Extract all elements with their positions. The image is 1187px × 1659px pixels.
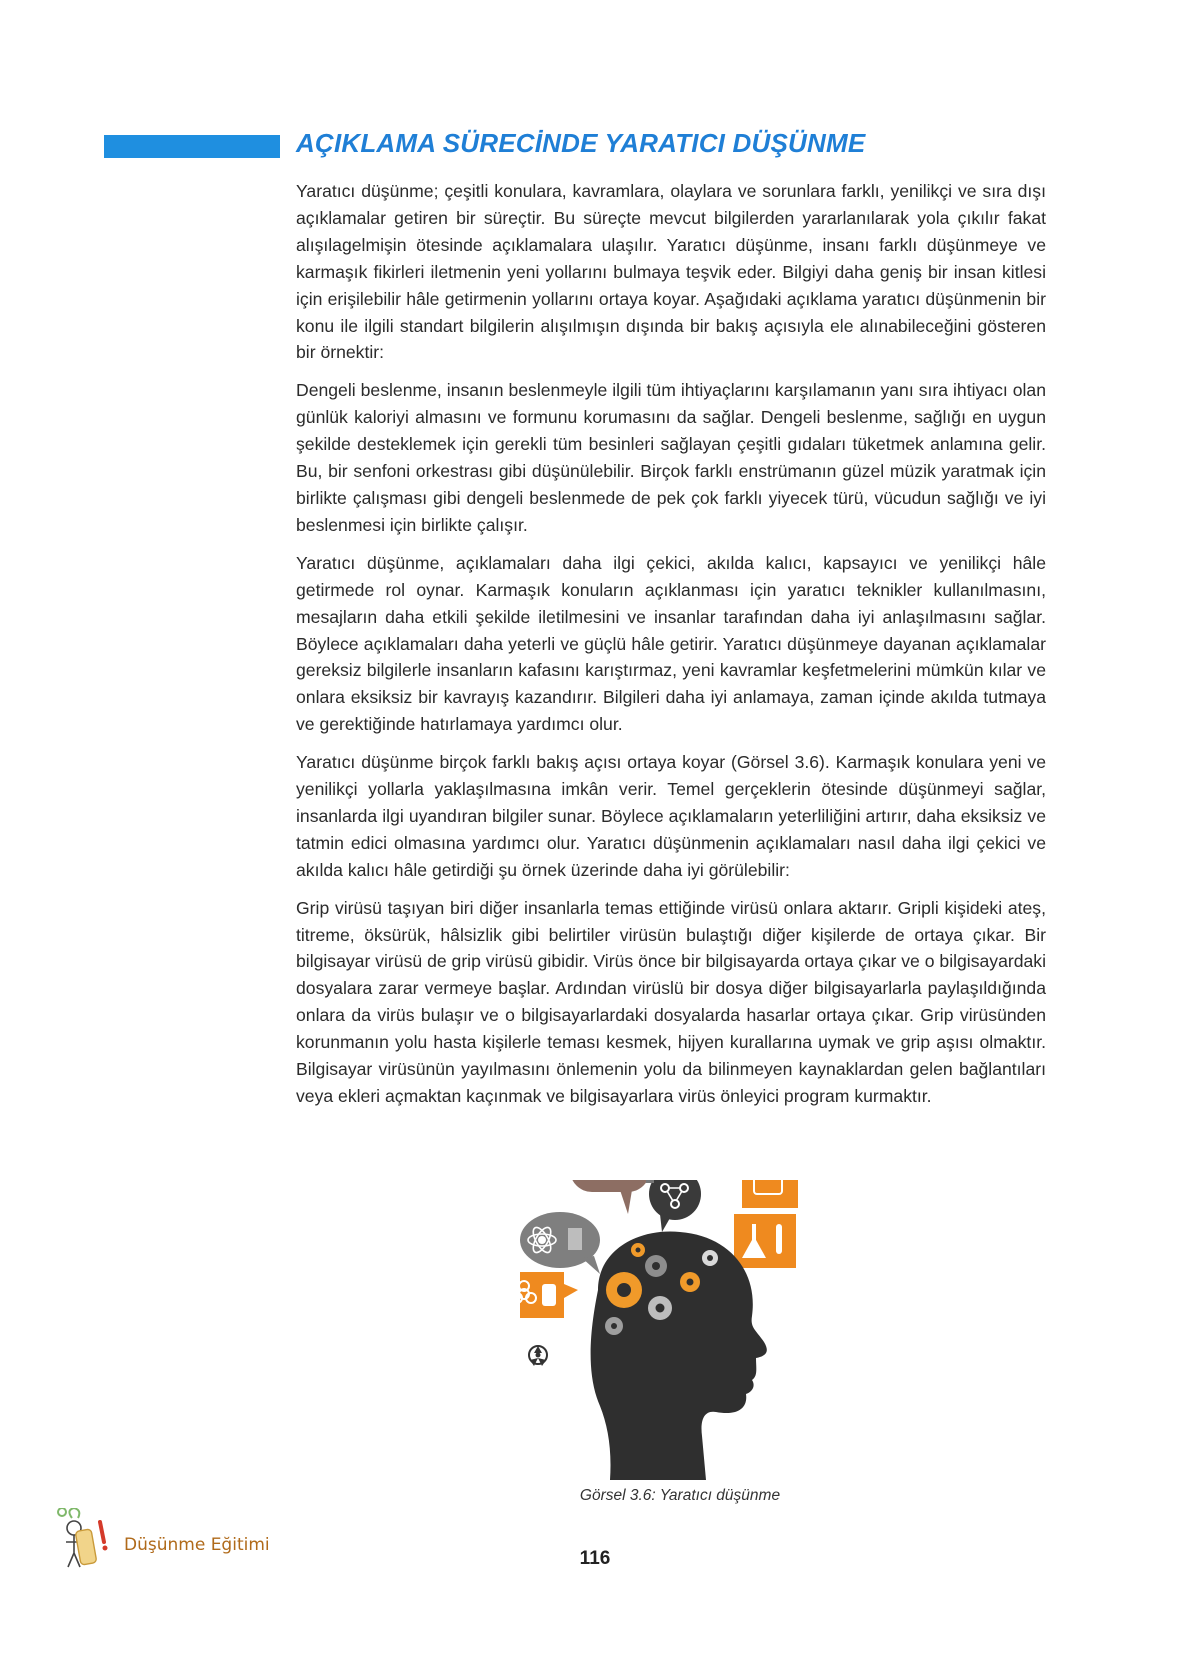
heading-accent-bar [104, 135, 280, 158]
section-heading: AÇIKLAMA SÜRECİNDE YARATICI DÜŞÜNME [296, 128, 866, 158]
page-number: 116 [579, 1548, 611, 1569]
paragraph-4: Yaratıcı düşünme birçok farklı bakış açısı ortaya koyar (Görsel 3.6). Karmaşık konulara yeni ve yenilikçi yollarla yaklaşılmasına imkân verir. Temel gerçeklerin ötesinde düşünmeyi sağlar, insanlarda ilgi uyandıran bilgiler sunar. Böylece açıklamaların yeterliliğini artırır, daha eksiksiz ve tatmin edici olmasına yardımcı olur. Yaratıcı düşünmenin açıklamaları nasıl daha ilgi çekici ve akılda kalıcı hâle getirdiği şu örnek üzerinde daha iyi görülebilir: [296, 752, 1046, 880]
orange-bubble-left [520, 1272, 578, 1318]
radiation-icon [529, 1346, 547, 1366]
book-title: Düşünme Eğitimi [124, 1535, 270, 1555]
creative-thinking-figure [520, 1180, 840, 1480]
gray-bubble-left [520, 1212, 600, 1274]
head-silhouette-icon [591, 1232, 767, 1480]
orange-bubble-right [742, 1180, 798, 1208]
book-logo-icon [52, 1508, 116, 1570]
paragraph-1: Yaratıcı düşünme; çeşitli konulara, kavramlara, olaylara ve sorunlara farklı, yenilikçi ve sıra dışı açıklamalar getiren bir süreçtir. Bu süreçte mevcut bilgilerden yararlanılarak yola çıkılır fakat alışılagelmişin ötesinde açıklamalara ulaşılır. Yaratıcı düşünme, insanı farklı düşünmeye ve karmaşık fikirleri iletmenin yeni yollarını bulmaya teşvik eder. Bilgiyi daha geniş bir insan kitlesi için erişilebilir hâle getirmenin yollarını ortaya koyar. Aşağıdaki açıklama yaratıcı düşünmenin bir konu ile ilgili standart bilgilerin alışılmışın dışında bir bakış açısıyla ele alınabileceğini gösteren bir örnektir: [296, 181, 1046, 363]
body-text [296, 178, 1046, 1121]
figure-caption: Görsel 3.6: Yaratıcı düşünme [579, 1487, 781, 1504]
brown-bubble-top [570, 1180, 650, 1214]
paragraph-5: Grip virüsü taşıyan biri diğer insanlarla temas ettiğinde virüsü onlara aktarır. Gripli kişideki ateş, titreme, öksürük, hâlsizlik gibi belirtiler virüsün bulaştığı diğer kişilerde de ortaya çıkar. Bir bilgisayar virüsü de grip virüsü gibidir. Virüs önce bir bilgisayarda ortaya çıkar ve o bilgisayardaki dosyalara zarar vermeye başlar. Ardından virüslü bir dosya diğer bilgisayarlarla paylaşıldığında onlara da virüs bulaşır ve o bilgisayarlardaki dosyalarda hasarlar ortaya çıkar. Grip virüsünden korunmanın yolu hasta kişilerle teması kesmek, hijyen kurallarına uymak ve grip aşısı olmaktır. Bilgisayar virüsünün yayılmasını önlemenin yolu da bilinmeyen kaynaklardan gelen bağlantıları veya ekleri açmaktan kaçınmak ve bilgisayarlara virüs önleyici program kurmaktır. [296, 897, 1046, 1106]
paragraph-2: Dengeli beslenme, insanın beslenmeyle ilgili tüm ihtiyaçlarını karşılamanın yanı sıra ihtiyacı olan günlük kaloriyi almasını ve formunu korumasını da sağlar. Dengeli beslenme, sağlığı en uygun şekilde desteklemek için gerekli tüm besinleri sağlayan çeşitli gıdaları tüketmek anlamına gelir. Bu, bir senfoni orkestrası gibi düşünülebilir. Birçok farklı enstrümanın güzel müzik yaratmak için birlikte çalışması gibi dengeli beslenmede de pek çok farklı yiyecek türü, vücudun sağlığı ve iyi beslenmesi için birlikte çalışır. [296, 380, 1046, 535]
head-with-icons-illustration [520, 1180, 840, 1480]
paragraph-3: Yaratıcı düşünme, açıklamaları daha ilgi çekici, akılda kalıcı, kapsayıcı ve yenilikçi hâle getirmede rol oynar. Karmaşık konuların açıklanması için yaratıcı teknikler kullanılmasını, mesajların daha etkili şekilde iletilmesini ve insanlar tarafından daha iyi anlaşılmasını sağlar. Böylece açıklamaları daha yeterli ve güçlü hâle getirir. Yaratıcı düşünmeye dayanan açıklamalar gereksiz bilgilerle insanların kafasını karıştırmaz, yeni kavramlar keşfetmelerini mümkün kılar ve onlara eksiksiz bir kavrayış kazandırır. Bilgileri daha iyi anlamaya, zaman içinde akılda tutmaya ve gerektiğinde hatırlamaya yardımcı olur. [296, 552, 1046, 735]
dark-bubble-center [649, 1180, 701, 1232]
